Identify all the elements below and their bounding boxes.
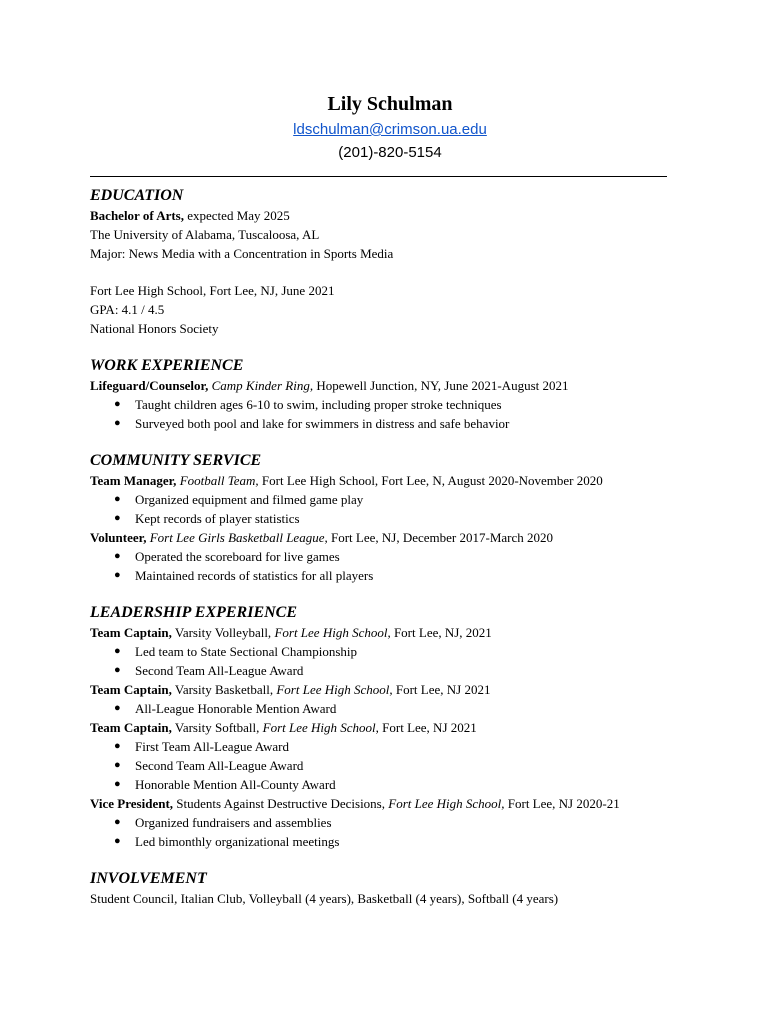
bullet-icon: ● (114, 493, 121, 505)
community-heading: COMMUNITY SERVICE (90, 452, 262, 469)
list-item: ● Second Team All-League Award (114, 663, 304, 678)
major: Major: News Media with a Concentration in Sports Media (90, 246, 394, 261)
email-link[interactable]: ldschulman@crimson.ua.edu (293, 121, 487, 138)
bullet-icon: ● (114, 550, 121, 562)
bullet-icon: ● (114, 569, 121, 581)
work-role: Lifeguard/Counselor, (90, 378, 209, 393)
list-item: ● Organized equipment and filmed game play (114, 492, 364, 507)
leadership-bullets (90, 737, 690, 794)
community-entry-header: Volunteer, Fort Lee Girls Basketball League, Fort Lee, NJ, December 2017-March 2020 (90, 530, 553, 545)
list-item: ● Second Team All-League Award (114, 758, 304, 773)
gpa: GPA: 4.1 / 4.5 (90, 302, 165, 317)
leadership-bullets (90, 813, 690, 851)
bullet-icon: ● (114, 417, 121, 429)
community-bullets (90, 547, 690, 585)
education-heading: EDUCATION (90, 187, 184, 204)
list-item: ● Led team to State Sectional Championship (114, 644, 358, 659)
honors: National Honors Society (90, 321, 219, 336)
bullet-icon: ● (114, 398, 121, 410)
community-bullets (90, 490, 690, 528)
leadership-bullets (90, 699, 690, 718)
bullet-icon: ● (114, 702, 121, 714)
bullet-icon: ● (114, 835, 121, 847)
leadership-bullets (90, 642, 690, 680)
resume-body (90, 186, 690, 908)
leadership-entry-header: Team Captain, Varsity Softball, Fort Lee High School, Fort Lee, NJ 2021 (90, 720, 477, 735)
list-item: ● Operated the scoreboard for live games (114, 549, 340, 564)
high-school: Fort Lee High School, Fort Lee, NJ, June 2021 (90, 283, 335, 298)
resume-name: Lily Schulman (327, 93, 453, 115)
work-details: Hopewell Junction, NY, June 2021-August 2021 (313, 378, 569, 393)
degree: Bachelor of Arts, (90, 208, 184, 223)
community-entry-header: Team Manager, Football Team, Fort Lee High School, Fort Lee, N, August 2020-November 2020 (90, 473, 603, 488)
bullet-icon: ● (114, 645, 121, 657)
leadership-heading: LEADERSHIP EXPERIENCE (90, 604, 298, 621)
list-item: ● Taught children ages 6-10 to swim, including proper stroke techniques (114, 397, 502, 412)
work-entry-header (90, 376, 690, 395)
involvement-text: Student Council, Italian Club, Volleyball (4 years), Basketball (4 years), Softball (4 years) (90, 891, 559, 906)
list-item: ● Surveyed both pool and lake for swimmers in distress and safe behavior (114, 416, 510, 431)
work-org: Camp Kinder Ring, (211, 378, 314, 393)
bullet-icon: ● (114, 759, 121, 771)
bullet-icon: ● (114, 740, 121, 752)
list-item: ● First Team All-League Award (114, 739, 289, 754)
list-item: ● Organized fundraisers and assemblies (114, 815, 332, 830)
degree-note: expected May 2025 (184, 208, 290, 223)
work-heading: WORK EXPERIENCE (90, 357, 244, 374)
bullet-icon: ● (114, 778, 121, 790)
bullet-icon: ● (114, 816, 121, 828)
list-item: ● All-League Honorable Mention Award (114, 701, 337, 716)
bullet-icon: ● (114, 512, 121, 524)
list-item: ● Maintained records of statistics for all players (114, 568, 374, 583)
work-bullets (90, 395, 690, 433)
university: The University of Alabama, Tuscaloosa, AL (90, 227, 320, 242)
involvement-heading: INVOLVEMENT (90, 870, 207, 887)
list-item: ● Led bimonthly organizational meetings (114, 834, 340, 849)
bullet-icon: ● (114, 664, 121, 676)
degree-line (90, 206, 690, 225)
resume-page (90, 92, 690, 164)
leadership-entry-header: Vice President, Students Against Destructive Decisions, Fort Lee High School, Fort Lee, NJ 2020-21 (90, 796, 620, 811)
header-divider (90, 176, 667, 177)
leadership-entry-header: Team Captain, Varsity Volleyball, Fort Lee High School, Fort Lee, NJ, 2021 (90, 625, 492, 640)
list-item: ● Honorable Mention All-County Award (114, 777, 336, 792)
phone-number: (201)-820-5154 (338, 144, 442, 161)
list-item: ● Kept records of player statistics (114, 511, 300, 526)
leadership-entry-header: Team Captain, Varsity Basketball, Fort Lee High School, Fort Lee, NJ 2021 (90, 682, 491, 697)
